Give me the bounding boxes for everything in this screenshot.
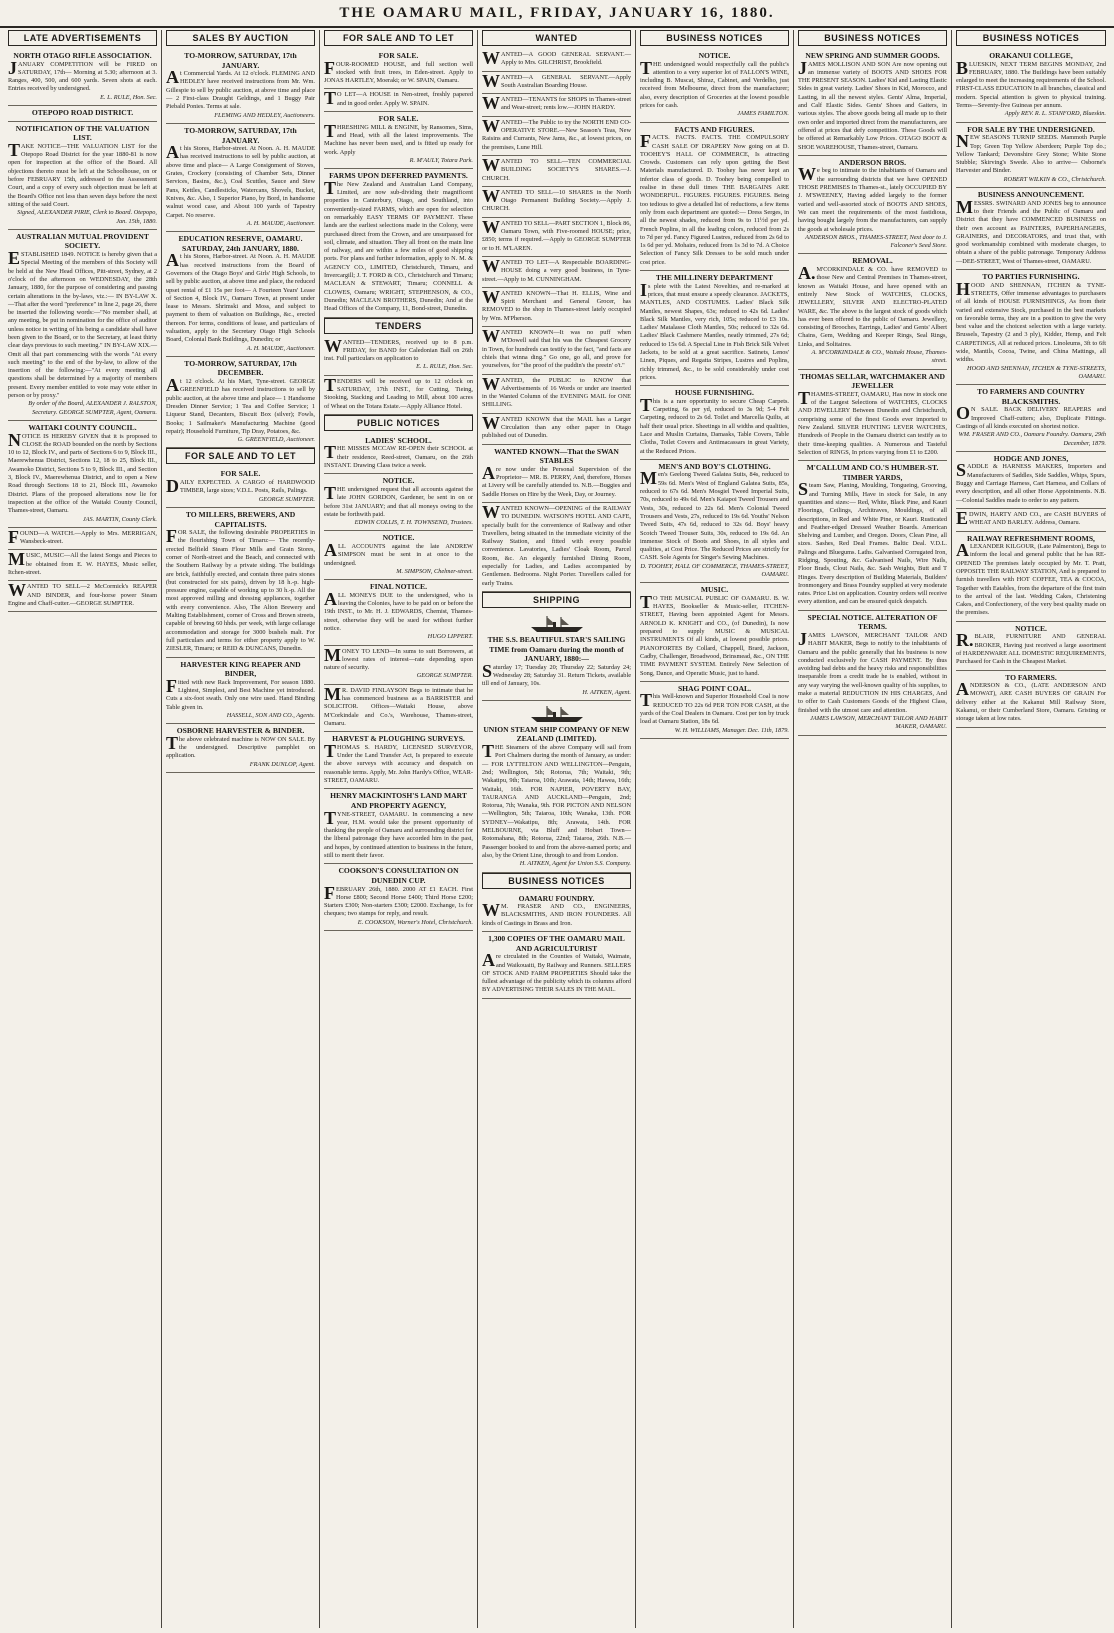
column-5 [636,30,794,1628]
advertisement [956,123,1106,188]
ad-signature: A. H. MAUDE, Auctioneer. [246,219,315,227]
advertisement [956,270,1106,385]
ad-body: FOUND—A WATCH.—Apply to Mrs. MERRIGAN, Wansbeck-street. [8,526,157,547]
section-heading: SHIPPING [482,592,631,608]
ad-title: NEW SPRING AND SUMMER GOODS. [805,51,940,60]
ship-icon [482,705,631,723]
advertisement [8,106,157,122]
advertisement [324,474,473,531]
ad-body: JAMES LAWSON, MERCHANT TAILOR AND HABIT MAKER, Begs to notify to the inhabitants of Oamaru and the public generally that his business is now conducted exclusively for CASH PAYMENT. By thus avoiding bad debts and the heavy risks and responsibilities inseparable from a credit trade he is enabled, without in any way varying the well-known quality of his supplies, to make a material REDUCTION IN HIS CHARGES, And to offer to Cash Customers Goods of the Highest Class, finished with the utmost care and attention. [798,628,947,714]
ad-body: WANTED KNOWN that the MAIL has a Larger Circulation than any other paper in Otago published out of Dunedin. [482,412,631,440]
ad-title: HARVESTER KING REAPER AND BINDER, [180,659,301,679]
advertisement [324,434,473,474]
masthead: THE OAMARU MAIL, FRIDAY, JANUARY 16, 1880. [0,0,1114,28]
ad-title: MEN'S AND BOY'S CLOTHING. [658,461,771,471]
ad-signature: M. SIMPSON, Chelmer-street. [396,567,473,575]
ad-body: At 12 o'clock. At his Mart, Tyne-street. GEORGE GREENFIELD has received instructions to sell by public auction, at the above time and place— 1 Handsome Dresden Dinner Service; 1 Tea and Coffee Service; 1 Liqueur Stand, Decanters, Biscuit Box (silver); Fowls, Books; 1 Sailmaker's Manufacturing Machine (good repair); Household Furniture, Tip Dray, Potatoes, &c. [166,375,315,435]
ad-title: BUSINESS ANNOUNCEMENT. [977,190,1085,200]
advertisement [8,581,157,612]
ad-body: WANTED KNOWN—OPENING of the RAILWAY TO DUNEDIN. WATSON'S HOTEL AND CAFE, specially built for the convenience of Railway and other Travellers, being situated in the immediate vicinity of the Railway Station, and fitted with every possible convenience. Lavatories, Ladies' Cloak Room, Parcel Room, &c. An elegantly furnished Dining Room, especially for Ladies, and Ladies accompanied by Gentlemen. Bedrooms. Night Porter. Travellers called for early Trains. [482,501,631,587]
advertisement [640,386,789,460]
ad-body: TO LET—A HOUSE in Nen-street, freshly papered and in good order. Apply W. SPAIN. [324,88,473,109]
ad-title: FOR SALE. [378,51,419,60]
advertisement [798,156,947,255]
ad-signature: HOOD AND SHENNAN, ITCHEN & TYNE-STREETS, OAMARU. [967,364,1106,380]
ad-body: THE MISSES MCCAW RE-OPEN their SCHOOL at their residence, Reed-street, Oamaru, on the 26th INSTANT. Drawing Class twice a week. [324,442,473,470]
ad-signature: R. M'AULY, Totara Park. [409,156,473,164]
advertisement [640,49,789,123]
ad-body: WANTED KNOWN—It was no puff when M'Dowell said that his was the Cheapest Grocery in Town, for hundreds can testify to the fact, "and facts are chiels that winna ding." Go one, go all, and prove for yourselves, for "the proof of the puddin's the preein' o't." [482,326,631,370]
ad-body: WANTED TO SELL—TEN COMMERCIAL BUILDING SOCIETY'S SHARES.—J. CHURCH. [482,154,631,182]
section-heading: BUSINESS NOTICES [640,30,789,46]
advertisement [166,724,315,773]
advertisement [166,508,315,658]
ad-body: TENDERS will be received up to 12 o'clock on SATURDAY, 17th INST., for Cutting, Tieing, Stooking, Stacking and Leading to Mill, about 100 acres of Wheat on the Totara Estate.—Apply Alliance Hotel. [324,374,473,410]
ad-title: FOR SALE BY THE UNDERSIGNED. [967,124,1095,134]
ad-body: MUSIC, MUSIC—All the latest Songs and Pieces to be obtained from E. W. HAYES, Music seller, Itchen-street. [8,549,157,576]
column-1 [4,30,162,1628]
ad-title: SHAG POINT COAL. [677,683,752,693]
ad-body: JANUARY COMPETITION will be FIRED on SATURDAY, 17th— Morning at 5.30; afternoon at 3. Ranges, 400, 500, and 600 yards. Seven shots at each. Entries received by undersigned. [8,57,157,93]
advertisement [956,49,1106,123]
ad-signature: HUGO LIPPERT. [427,633,473,641]
advertisement [482,327,631,374]
ad-title: THOMAS SELLAR, WATCHMAKER AND JEWELLER [800,371,945,391]
advertisement [482,94,631,117]
advertisement [482,218,631,257]
ad-title: EDUCATION RESERVE, OAMARU. SATURDAY, 24th JANUARY, 1880. [178,234,303,253]
advertisement [8,230,157,421]
ad-signature: A. H. MAUDE, Auctioneer. [246,344,315,352]
ad-signature: ROBERT WILKIN & CO., Christchurch. [1003,175,1106,183]
advertisement [956,622,1106,671]
ad-signature: FRANK DUNLOP, Agent. [249,760,315,768]
ad-body: WANTED TO SELL—2 McCormick's REAPER AND BINDER, and four-horse power Steam Engine and Chaff-cutter.—GEORGE SUMPTER. [8,580,157,607]
ship-icon [482,615,631,633]
column-4 [478,30,636,1628]
ad-body: WANTED TO LET—A Respectable BOARDING-HOUSE doing a very good business, in Tyne-street.—Apply to M. CUNNINGHAM. [482,255,631,283]
ad-signature: By order of the Board, ALEXANDER J. RALSTON, Secretary. GEORGE SUMPTER, Agent, Oamaru. [28,400,157,416]
ad-title: COOKSON'S CONSULTATION ON DUNEDIN CUP. [338,866,459,885]
advertisement [166,467,315,507]
ad-signature: GEORGE SUMPTER. [416,672,473,680]
advertisement [798,49,947,156]
ad-title: REMOVAL. [852,256,893,266]
advertisement [166,658,315,725]
ad-title: THE S.S. BEAUTIFUL STAR'S SAILING TIME from Oamaru during the month of JANUARY, 1880:— [487,634,626,664]
ad-body: R.BLAIR, FURNITURE AND GENERAL BROKER, Having just received a large assortment of HARDENWARE ALL DOMESTIC REQUIREMENTS, Purchased for Cash in the Cheapest Market. [956,630,1106,666]
ad-title: THE MILLINERY DEPARTMENT [655,273,774,283]
advertisement [482,503,631,592]
advertisement [8,528,157,551]
ad-signature: HASSELL, SON AND CO., Agents. [226,711,315,719]
ad-body: At Commercial Yards. At 12 o'clock. FLEMING AND HEDLEY have received instructions from Mr. Wm. Gillespie to sell by public auction, at above time and place— 2 First-class Draught Geldings, and 1 Buggy Pair Piebald Ponies. Terms at sale. [166,67,315,111]
advertisement [482,701,631,873]
advertisement [482,932,631,999]
ad-title: FOR SALE. [378,114,419,124]
ad-body: WANTED—A GENERAL SERVANT.—Apply South Australian Boarding House. [482,70,631,91]
ad-body: NEW SEASONS TURNIP SEEDS. Mammoth Purple Top; Green Top Yellow Aberdeen; Purple Top do.; Yellow Tankard; Devonshire Grey Stone; White Stone Stubble; Skirving's Swede. Also to arrive— Osborne's Harvester and Binder. [956,131,1106,175]
advertisement [482,72,631,95]
section-heading: FOR SALE AND TO LET [324,30,473,46]
ad-title: TO-MORROW, SATURDAY, 17th DECEMBER. [184,358,297,378]
advertisement [956,188,1106,270]
advertisement [166,232,315,357]
ad-signature: H. AITKEN, Agent. [582,688,631,696]
ad-signature: H. AITKEN, Agent for Union S.S. Company. [519,860,631,868]
ad-signature: Apply REV. R. L. STANFORD, Blueskin. [1004,110,1106,118]
ad-title: TO FARMERS. [1005,672,1057,682]
section-heading: BUSINESS NOTICES [798,30,947,46]
ad-title: RAILWAY REFRESHMENT ROOMS, [967,533,1095,543]
advertisement [482,156,631,187]
advertisement [640,460,789,583]
ad-body: THAMES-STREET, OAMARU, Has now in stock one of the Largest Selections of WATCHES, CLOCKS AND JEWELLERY Between Dunedin and Christchurch, comprising some of the finest Goods ever imported to New Zealand. SILVER HUNTING LEVER WATCHES, Hundreds of People in the Oamaru district can testify as to their time-keeping qualities. A Numerous and Tasteful Selection of RINGS, In prices varying from £1 to £200. [798,387,947,456]
advertisement [482,187,631,218]
advertisement [8,421,157,528]
ad-title: FOR SALE. [220,469,261,479]
ad-body: DAILY EXPECTED. A CARGO of HARDWOOD TIMBER, large sizes; V.D.L. Posts, Rails, Palings. [166,476,315,497]
ad-signature: JAMES LAWSON, MERCHANT TAILOR AND HABIT MAKER, OAMARU. [810,714,947,731]
ad-body: The above celebrated machine is NOW ON SALE. By the undersigned. Descriptive pamphlet on application. [166,732,315,760]
advertisement [324,864,473,931]
column-6 [794,30,952,1628]
advertisement [956,671,1106,728]
ad-body: THE Steamers of the above Company will sail from Port Chalmers during the month of January, as under:— FOR LYTTELTON AND WELLINGTON—Penguin, 2nd; Wellington, 5th; Rotorua, 7th; Waitaki, 9th; Wakatipu, 9th; Taiaroa, 10th; Arawata, 14th; Hawea, 16th; Waitaki, 16th. FOR NAPIER, POVERTY BAY, TAURANGA AND AUCKLAND—Penguin, 2nd; Rotorua, 7th; Wanaka, 9th. FOR PICTON AND NELSON—Wellington, 5th; Taiaroa, 10th; Wanaka, 13th. FOR SYDNEY—Wakatipu, 8th; Arawata, 14th. FOR MELBOURNE, via Bluff and Hobart Town—Rotomahana, 8th; Rotorua, 22nd; Taiaroa, 26th. N.B.—Passenger booked to and from the above-named ports; and also, by the Orient Line, through to and from London. [482,741,631,859]
ad-body: ON SALE. BACK DELIVERY REAPERS and Improved Chaff-cutters; also, Duplicate Fittings. Castings of all kinds executed on shortest notice. [956,403,1106,430]
ad-body: ANDERSON & CO., (LATE ANDERSON AND MOWAT), ARE CASH BUYERS OF GRAIN For delivery either at the Kakanui Mill Railway Store, Kakanui, or their Cumberland Store, Oamaru. Gristing or storage taken at low rates. [956,679,1106,723]
ad-title: WAITAKI COUNTY COUNCIL. [28,422,137,432]
advertisement [324,169,473,317]
ad-signature: WM. FRASER AND CO., Oamaru Foundry. Oamaru, 29th December, 1879. [958,431,1106,447]
ad-body: Men's Geelong Tweed Galatea Suits, 84s, reduced to 59s 6d. Men's West of England Galatea Suits, 85s, reduced to 67s 6d. Men's Mosgiel Tweed Imperial Suits, 70s, reduced to 49s 6d. Men's Kaiapoi Tweed Trousers and Vests, 30s, reduced to 22s 6d. Men's Colonial Tweed Trousers and Vests, 27s, reduced to 19s 6d. Youths' Nelson Tweed Suits, 47s 6d, reduced to 32s 6d. Boys' heavy Scotch Tweed Trouser Suits, 30s, reduced to 19s 6d. An immense Stock of Boots and Shoes, in all styles and qualities, at Cost Price. The Reduced Prices are strictly for CASH. Sole Agents for Singer's Sewing Machines. [640,468,789,562]
advertisement [324,580,473,645]
ad-body: WANTED TO SELL—PART SECTION 1, Block 86, Oamaru Town, with Five-roomed HOUSE; price, £850; terms if required.—Apply to GEORGE SUMPTER or to H. M'LAREN. [482,216,631,252]
ad-body: We beg to intimate to the inhabitants of Oamaru and the surrounding districts that we have OPENED THOSE PREMISES In Thames-st., lately OCCUPIED BY J. M'SWEENEY, Having added largely to the former varied and well-assorted stock of BOOTS AND SHOES, We can meet the requirements of the most fastidious, having bought largely from the manufacturers, can supply the goods at wholesale prices. [798,164,947,233]
ad-title: ANDERSON BROS. [838,157,907,167]
ad-signature: A. M'CORKINDALE & CO., Waitaki House, Thames-street. [811,348,947,365]
advertisement [324,531,473,580]
ad-title: FACTS AND FIGURES. [674,124,755,134]
ad-signature: E. L. RULE, Hon. Sec. [416,363,473,371]
ad-body: THE undersigned would respectfully call the public's attention to a very superior lot of FALLON'S WINE, including B. Muscat, Shiraz, Cabinet, and Verdelho, just received from Melbourne, direct from the manufacturer; also, every description of Groceries at the lowest possible prices for cash. [640,57,789,110]
advertisement [8,122,157,230]
ad-body: Steam Saw, Planing, Moulding, Tongueing, Grooving, and Turning Mills, Have in stock for Sale, in any quantities and sizes:— Red, White, Black Pine, and Kauri Floorings, Ceilings, Architraves, Mouldings, of all descriptions, in Red and White Pine, or Kauri. Rusticated and Feather-edged Dressed Weather Boards. American Shelving and Lumber, and Oregon. Doors, Clean Pine, all sizes. Sashes, Red Deal Frames. Baltic Deal. V.D.L. Palings and Bluegums. Laths. Galvanised Corrugated Iron, Ridging, Spouting, &c. Galvanised Nails, Wire Nails, Floor Brads, Clout Nails, &c. Sash Weights, Butt and T Hinges. Every description of Building Materials, Builders' Ironmongery and Brass Foundry supplied at very moderate rates. Price List on application. Country orders will receive every attention, and can be ensured quick despatch. [798,479,947,606]
ad-title: HENRY MACKINTOSH'S LAND MART AND PROPERTY AGENCY, [330,791,467,810]
ad-title: TO PARTIES FURNISHING. [982,272,1080,282]
advertisement [956,532,1106,622]
ad-body: EDWIN, HARTY AND CO., are CASH BUYERS of WHEAT AND BARLEY. Address, Oamaru. [956,507,1106,528]
ad-title: OSBORNE HARVESTER & BINDER. [176,726,305,736]
ad-title: WANTED KNOWN—That the SWAN STABLES [494,446,619,466]
ad-body: TYNE-STREET, OAMARU. In commencing a new year, H.M. would take the present opportunity of thanking the people of Oamaru and surrounding district for the liberal patronage they have accorded him in the past, and hopes, by continued attention to business in the future, still to merit their favor. [324,807,473,860]
ad-body: FEBRUARY 26th, 1880. 2000 AT £1 EACH. First Horse £800; Second Horse £400; Third Horse £200; Starters £300; Non-starters £300; £2000. Exchange, 1s for cheques; two stamps for reply, and result. [324,882,473,918]
column-3 [320,30,478,1628]
ad-title: SPECIAL NOTICE. ALTERATION OF TERMS. [807,612,938,632]
ad-signature: GEORGE SUMPTER. [258,495,315,503]
column-2 [162,30,320,1628]
ad-signature: JAS. MARTIN, County Clerk. [82,515,157,523]
ad-title: TO FARMERS AND COUNTRY BLACKSMITHS. [977,387,1085,406]
advertisement [640,271,789,386]
ad-title: NOTIFICATION OF THE VALUATION LIST. [15,123,150,143]
ad-body: NOTICE IS HEREBY GIVEN that it is proposed to CLOSE the ROAD bounded on the north by Sections 10 to 12, Block IV., and parts of Sections 6 to 9, Block III., Maerewhenua District, Sections 12, 18 to 25, Block III., Awamoko District, Sections 5 to 9, Block III., and Section 3, Block IV., Maerewhenua District, and to open a New Road through Sections 18 to 21, Block III., Awamoko District. Plans of the proposed alterations now lie for inspection at the office of the Waitaki County Council, Thames-street, Oamaru. [8,429,157,515]
ad-title: UNION STEAM SHIP COMPANY OF NEW ZEALAND (LIMITED). [483,724,630,744]
section-heading: FOR SALE AND TO LET [166,448,315,464]
ad-title: TO MILLERS, BREWERS, AND CAPITALISTS. [185,509,296,529]
ad-body: The New Zealand and Australian Land Company, Limited, are now sub-dividing their magnificent properties in Canterbury, Otago, and Southland, into conveniently-sized FARMS, which are open for selection on remarkably EASY TERMS OF PAYMENT. These lands are the earliest selections made in the Colony, were purchased direct from the Crown, and are unsurpassed for soil, climate, and situation. They all front on the main line of railway, and are within a few miles of good shipping ports. For plans and further information, apply to N. M. & AGENCY CO., LIMITED, Christchurch, Timaru, and Invercargill; J. T. FORD & CO., Christchurch and Timaru; MACLEAN & STEWART, Timaru; CONNELL & CLOWES, Oamaru; WRIGHT, STEPHENSON, & CO., Dunedin; MACLEAN BROTHERS, Dunedin; And at the Head Offices of the Company, 11, Bond-street, Dunedin. [324,177,473,313]
advertisement [956,452,1106,509]
section-heading: LATE ADVERTISEMENTS [8,30,157,46]
advertisement [324,49,473,89]
ad-title: M'CALLUM AND CO.'S HUMBER-ST. TIMBER YARDS, [806,463,939,482]
advertisement [166,49,315,124]
ad-title: ORAKANUI COLLEGE, [989,51,1073,60]
ad-body: Is plete with the Latest Novelties, and re-marked at prices, that must ensure a speedy clearance. JACKETS, MANTLES, AND COSTUMES. Ladies' Black Silk Mantles, newest Shapes, 63s; reduced to 42s 6d. Ladies' Black Silk Mantles, very rich, 105s; reduced to £3 10s. Ladies' Matalasse Cloth Mantles, 50s; reduced to 32s 6d. Ladies' Black Cashmere Mantles, neatly trimmed, 27s 6d; reduced to 15s 6d. A Special Line in Fish Brick Silk Velvet Jackets, to be sold at a great sacrifice. Satinets, Lenos' Linen, Piques, and Regatta Stripes, Lustres and Poplins, richly trimmed, &c., to be sold considerably under cost prices. [640,279,789,381]
ad-body: WANTED—TENANTS for SHOPS in Thames-street and Wear-street; rents low.—JOHN HARDY. [482,93,632,114]
ad-body: ESTABLISHED 1849. NOTICE is hereby given that a Special Meeting of the members of this Society will be held at the New Head Offices, Pitt-street, Sydney, at 2 o'clock of the afternoon on WEDNESDAY, the 28th January, 1880, for the purpose of considering and passing certain alterations in the by-laws, viz.:— IN BY-LAW X.—That after the word "preference" in line 2, page 26, there be inserted the following words:—"No member shall, at any meeting, be put in nomination for the office of auditor unless notice in writing of his being a candidate shall have been given to the Board, or to the Secretary, at least thirty clear days previous to such meeting." IN BY-LAW XIX.—Omit all that part commencing with the words "At every such meeting" to the end of the by-law, to allow of the insertion of the following:—"At every meeting all questions shall be determined by a majority of members present. Every member entitled to vote may vote either in person or by proxy." [8,248,157,400]
ad-title: HARVEST & PLOUGHING SURVEYS. [332,734,465,744]
ad-body: THRESHING MILL & ENGINE, by Ransomes, Sims, and Head, with all the latest improvements. The Machine has never been used, and is fitted up ready for work. Apply [324,120,473,156]
ad-signature: ANDERSON BROS., THAMES-STREET, Next door to J. Falconer's Seed Store. [805,233,947,250]
ad-signature: E. COOKSON, Warner's Hotel, Christchurch. [357,918,473,926]
ad-title: NOTICE. [382,533,415,543]
advertisement [324,376,473,415]
ad-signature: FLEMING AND HEDLEY, Auctioneers. [214,111,315,119]
advertisement [640,682,789,739]
ad-title: 1,300 COPIES OF THE OAMARU MAIL AND AGRICULTURIST [488,934,625,953]
advertisement [482,257,631,288]
advertisement [324,685,473,732]
advertisement [324,89,473,112]
ad-body: BLUESKIN, NEXT TERM BEGINS MONDAY, 2nd FEBRUARY, 1880. The Buildings have been suitably enlarged to meet the increasing requirements of the School. FIRST-CLASS EDUCATION In all branches, classical and modern. Special attention is given to physical training. Terms—Seventy-five Guineas per annum. [956,57,1106,110]
ad-title: NORTH OTAGO RIFLE ASSOCIATION. [13,51,152,60]
advertisement [798,461,947,611]
advertisement [166,357,315,449]
ad-body: FOUR-ROOMED HOUSE, and full section well stocked with fruit trees, in Eden-street. Apply to JONAS HARTLEY, Moeraki; or W. SPAIN, Oamaru. [324,57,473,85]
advertisement [640,583,789,682]
ad-title: NOTICE. [698,51,731,60]
ad-title: FARMS UPON DEFERRED PAYMENTS. [329,171,468,181]
ad-body: Are circulated in the Counties of Waitaki, Waimate, and Waikouaiti, By Railway and Runners. SELLERS OF STOCK AND FARM PROPERTIES Should take the fullest advantage of the publicity which its columns afford BY ADVERTISING THEIR SALES IN THE MAIL. [482,950,631,994]
advertisement [324,337,473,376]
advertisement [798,370,947,462]
advertisement [482,414,631,445]
ad-signature: EDWIN COLLIS, T. H. TOWNSEND, Trustees. [354,519,473,527]
ad-signature: W. H. WILLIAMS, Manager. Dec. 11th, 1879. [674,726,789,734]
advertisement [482,49,631,72]
advertisement [482,375,631,414]
ad-body: THE undersigned request that all accounts against the late JOHN GORDON, Gardener, be sent in on or before 31st JANUARY; and that all moneys owing to the estate be forthwith paid. [324,482,473,518]
ad-body: At his Stores, Harbor-street. At Noon. A. H. MAUDE has received instructions from the Board of Governors of the Otago Boys' and Girls' High Schools, to sell by public auction, at above time and place, the reduced upset rental of £1 15s per foot— A Fourteen Years' Lease of Section 4, Block IV., Oamaru Town, at present under lease to Messrs. Shrimski and Moss, and subject to payment to them of valuation on Buildings, &c., erected thereon. For terms, conditions of lease, and particulars of valuation, apply to the Secretary Otago High Schools Board, Colonial Bank Buildings, Dunedin; or [166,250,315,344]
section-heading: PUBLIC NOTICES [324,415,473,431]
ad-body: WANTED TO SELL—10 SHARES in the North Otago Permanent Building Society.—Apply J. CHURCH. [482,185,631,213]
columns-container [4,30,1110,1630]
ad-body: SADDLE & HARNESS MAKERS, Importers and Manufacturers of Saddles, Side Saddles, Whips, Spurs, Buggy and Carriage Harness, Cart Harness, and Collars of every description, and all other Horse Appointments. N.B.—Colonial Saddles made to order to any pattern. [956,460,1106,504]
advertisement [482,445,631,503]
section-heading: WANTED [482,30,631,46]
ad-body: HOOD AND SHENNAN, ITCHEN & TYNE-STREETS, Offer immense advantages to purchasers of all kinds of HOUSE FURNISHINGS, As from their varied and extensive Stock, purchased in the best markets on favorable terms, they are in a position to give the very best value and the choicest selection with a large variety. Brussels, Tapestry (2 and 3 ply), Kidder, Hemp, and Felt CARPETINGS, All at reduced prices. Linoleums, 3ft to 6ft wide, Mantils, Cocoa, Twine, and China Mattings, all widths. [956,278,1106,364]
ad-body: TAKE NOTICE—THE VALUATION LIST for the Otepopo Road District for the year 1880-81 is now open for inspection at the office of the Board. All objections thereto must be left at the Schoolhouse, on or before FEBRUARY 15th, addressed to the Assessment Court, and a copy of every such objection must be left at the Board's Office not less than seven days before the next sitting of the said Court. [8,139,157,208]
ad-body: Saturday 17; Tuesday 20; Thursday 22; Saturday 24; Wednesday 28; Saturday 31. Return Tickets, available till end of January, 10s. [482,660,631,688]
ad-body: Are now under the Personal Supervision of the Proprietor— MR. B. PERRY, And, therefore, Horses at Livery will be carefully attended to. N.B.—Buggies and Saddle Horses on Hire by the Week, Day, or Journey. [482,462,631,498]
advertisement [482,117,631,156]
ad-body: WANTED—The Public to try the NORTH END CO-OPERATIVE STORE.—New Season's Teas, New Raisins and Currants, New Jams, &c., at lowest prices, on the premises, Lune Hill. [482,115,631,151]
advertisement [798,254,947,369]
ad-body: WANTED, the PUBLIC to KNOW that Advertisements of 16 Words or under are inserted in the Wanted Column of the EVENING MAIL for ONE SHILLING. [482,373,631,409]
section-heading: SALES BY AUCTION [166,30,315,46]
ad-title: HODGE AND JONES, [993,453,1069,463]
advertisement [324,789,473,864]
ad-body: WM. FRASER AND CO., ENGINEERS, BLACKSMITHS, AND IRON FOUNDERS. All kinds of Castings in Brass and Iron. [482,900,631,927]
advertisement [324,112,473,169]
advertisement [8,49,157,106]
ad-title: HOUSE FURNISHING. [675,388,754,398]
ad-title: TO-MORROW, SATURDAY, 17th JANUARY. [184,125,297,145]
ad-body: ALL MONEYS DUE to the undersigned, who is leaving the Colonies, have to be paid on or before the 19th INST., to Mr. H. J. EDWARDS, Chemist, Thames-street, otherwise they will be sued for without further notice. [324,588,473,632]
advertisement [324,646,473,685]
advertisement [640,123,789,271]
advertisement [798,611,947,736]
advertisement [8,550,157,581]
ad-title: NOTICE. [1015,623,1047,633]
section-heading: BUSINESS NOTICES [482,873,631,889]
ad-title: FINAL NOTICE. [370,582,427,592]
ad-body: Fitted with new Rack Improvement, For season 1880. Lightest, Simplest, and Best Machine yet introduced. Cuts a six-foot swath. Only one wire used. Hand Binding Table given in. [166,675,315,711]
ad-body: This is a rare opportunity to secure Cheap Carpets. Carpeting, 6s per yd, reduced to 3s 9d; 5-4 Felt Carpeting, reduced to 2s 6d. Toilet and Marcella Quilts, at half their usual price. Sheetings in all widths and qualities, Lace and Muslin Curtains, Damasks, Table Covers, Table Cloths, Toilet Covers and Antimacassars in great Variety, at the Reduced Prices. [640,394,789,455]
advertisement [324,732,473,789]
ad-signature: D. TOOHEY, HALL OF COMMERCE, THAMES-STREET, OAMARU. [640,562,789,578]
ad-body: FACTS. FACTS. FACTS. THE COMPULSORY CASH SALE OF DRAPERY Now going on at D. TOOHEY'S HALL OF COMMERCE, Is attracting Crowds. Customers can rely upon getting the Best Materials manufactured. D. Toohey has never kept an inferior class of goods. D. Toohey being compelled to realise in these dull times THE BARGAINS ARE WONDERFUL. FIGURES. FIGURES. FIGURES. Being too tedious to give a detailed list of reductions, a few items only from each department are quoted:— Dress Serges, in all the newest shades, reduced from 9s to 11½d per yd. French Poplins, in all the leading colors, reduced from 2s to 7d per yd. Fancy Figured Lustres, reduced from 2s 6d to 1s 6d per yd. Mohairs, reduced from 1s 3d to 7d. A Choice Selection of Fancy Silk Dresses to be sold much under cost price. [640,131,789,266]
ad-body: WANTED—A GOOD GENERAL SERVANT.—Apply to Mrs. GILCHRIST, Brookfield. [482,48,631,68]
ad-body: FOR SALE, the following desirable PROPERTIES in the flourishing Town of Timaru:— The recently-erected Belfield Steam Flour Mills and Grain Stores, corner of North-street and the Beach, and connected with the Southern Railway by a private siding. The buildings are brick, faithfully erected, and contain three pairs stones (but constructed for six pairs), driven by 18 h.-p. high-pressure engine, capable of working up to 30 h.-p. All the most approved milling and dressing appliances, together with every convenience. Also, The Alton Brewery and Malting Establishment, corner of Cross and Brown streets, capable of brewing 60 hhds. per week, with large cellarage accommodation and storage for 3000 bushels malt. For full particulars and terms for either property apply to W. ZIESLER, Timaru; or REID & DUNCANS, Dunedin. [166,526,315,653]
ad-body: THOMAS S. HARDY, LICENSED SURVEYOR, Under the Land Transfer Act, Is prepared to execute the above surveys with accuracy and despatch on reasonable terms. Apply, Mr. John Hardy's Office, WEAR-STREET, OAMARU. [324,740,473,785]
ad-body: A.M'CORKINDALE & CO. have REMOVED to those New and Central Premises in Thames-street, known as Waitaki House, and have opened with an entirely New Stock of WATCHES, CLOCKS, JEWELLERY, SILVER AND ELECTRO-PLATED WARE, &c. The above is the largest stock of goods which has ever been offered to the public of Oamaru. Jewellery, consisting of Brooches, Earrings, Ladies' and Gents' Albert Chains, Gem, Wedding and Keeper Rings, Seal Rings, Links, and Solitaires. [798,263,947,348]
advertisement [482,892,631,932]
ad-body: WANTED—TENDERS, received up to 8 p.m. FRIDAY, for BAND for Caledonian Ball on 26th inst. Full particulars on application to [324,335,473,363]
advertisement [482,611,631,701]
ad-signature: Signed, ALEXANDER PIRIE, Clerk to Board. Otepopo, Jan. 15th, 1880. [17,209,157,225]
section-heading: BUSINESS NOTICES [956,30,1106,46]
ad-title: MUSIC. [700,585,729,595]
ad-body: JAMES MOLLISON AND SON Are now opening out an immense variety of BOOTS AND SHOES FOR THE PRESENT SEASON. Ladies' Kid and Lasting Elastic Sides in great variety. Ladies' Shoes in Kid, Morocco, and Lasting, in all the newest styles. Gents' Alma, Imperial, and Calf Elastic Sides. Gents' Shoes and Gaiters, in various styles. The above goods being all made up to their own order and imported direct from the manufacturers, are offered at prices that defy competition. These Goods will be offered at Remarkably Low Prices. OTAGO BOOT & SHOE WAREHOUSE, Thames-street, Oamaru. [798,57,947,151]
ad-signature: G. GREENFIELD, Auctioneer. [237,436,315,444]
ad-body: MESSRS. SWINARD AND JONES beg to announce to their Friends and the Public of Oamaru and District that they have COMMENCED BUSINESS on their own account as PAINTERS, PAPERHANGERS, GRAINERS, and DECORATORS, and trust that, with good workmanship combined with moderate charges, to obtain a share of the public patronage. Temporary Address—DEE-STREET, West of Thames-street, OAMARU. [956,196,1106,265]
ad-body: MONEY TO LEND—In sums to suit Borrowers, at lowest rates of interest—rate depending upon nature of security. [324,644,473,672]
ad-title: TO-MORROW, SATURDAY, 17th JANUARY. [184,51,297,70]
ad-title: LADIES' SCHOOL. [365,435,432,445]
ad-title: OTEPOPO ROAD DISTRICT. [31,108,134,118]
ad-body: WANTED KNOWN—That H. ELLIS, Wine and Spirit Merchant and General Grocer, has REMOVED to the shop in Thames-street lately occupied by Wm. M'Pherson. [482,286,631,322]
advertisement [956,509,1106,532]
section-heading: TENDERS [324,318,473,334]
ad-title: AUSTRALIAN MUTUAL PROVIDENT SOCIETY. [16,231,149,251]
ad-title: NOTICE. [382,476,415,486]
advertisement [956,385,1106,452]
ad-signature: JAMES FAMILTON. [737,110,789,118]
ad-body: ALEXANDER KILGOUR, (Late Palmerston), Begs to inform the local and general public that he has RE-OPENED The premises lately occupied by Mr. T. Pratt, OPPOSITE THE RAILWAY STATION, And is prepared to furnish travellers with HOT COFFEE, TEA & COCOA, Together with Eatables, from the departure of the first train to the arrival of the last. Wedding Cakes, Christening Cakes, and Confectionery, of the very best quality made on the premises. [956,540,1106,617]
advertisement [482,288,631,327]
ad-body: This Well-known and Superior Household Coal is now REDUCED TO 22s 6d PER TON FOR CASH, at the yards of the Coal Dealers in Oamaru. Cost per ton by truck load at Oamaru Station, 18s 6d. [640,690,789,726]
ad-signature: E. L. RULE, Hon. Sec. [100,93,157,101]
ad-title: OAMARU FOUNDRY. [518,893,595,903]
ad-body: MR. DAVID FINLAYSON Begs to intimate that he has commenced business as a BARRISTER and SOLICITOR. Offices—Waitaki House, above M'Corkindale and Co.'s, Warehouse, Thames-street, Oamaru. [324,683,473,727]
ad-body: ALL ACCOUNTS against the late ANDREW SIMPSON must be sent in at once to the undersigned. [324,540,473,567]
column-7 [952,30,1110,1628]
advertisement [166,124,315,232]
ad-body: TO THE MUSICAL PUBLIC OF OAMARU. B. W. HAYES, Bookseller & Music-seller, ITCHEN-STREET, Having been appointed Agent for Messrs. ARNOLD K. KNIGHT and CO., (of Dunedin), Is now prepared to supply MUSIC & MUSICAL INSTRUMENTS Of all kinds, at lowest possible prices. PIANOFORTES By Collard, Chappell, Brard, Jackson, Cadby, Challenger, Broadwood, Brinsmead, &c., ON THE TIME PAYMENT SYSTEM. Entirely New Selection of Song, Dance, and Operatic Music, just to hand. [640,591,789,677]
ad-body: At his Stores, Harbor-street. At Noon. A. H. MAUDE has received instructions to sell by public auction, at above time and place— A Large Consignment of Stoves, Grates, Crockery (consisting of Chamber Sets, Dinner Services, Basins, &c.), Coal Scuttles, Sauce and Stew Pans, Kettles, Candlesticks, Watercans, Shovels, Bucket, Knives, &c. Also, 1 Superior Piano, by Bord, in handsome walnut wood case, and About 100 yards of Tapestry Carpet. No reserve. [166,142,315,219]
